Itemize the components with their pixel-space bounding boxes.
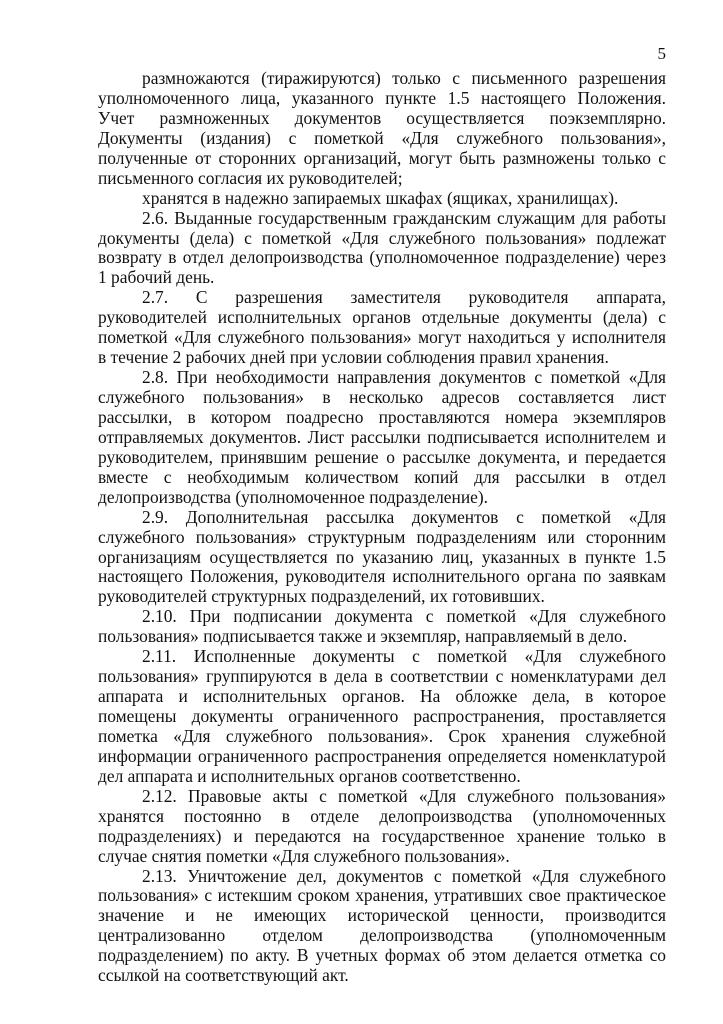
- text-line: руководителей структурных подразделений, их готовивших.: [98, 586, 545, 607]
- text-line: 2.11. Исполненные документы с пометкой «Для служебного: [142, 646, 666, 667]
- text-line: руководителей исполнительных органов отдельные документы (дела) с: [98, 307, 666, 328]
- text-line: 2.13. Уничтожение дел, документов с пометкой «Для служебного: [142, 865, 666, 886]
- text-line: полученные от сторонних организаций, могут быть размножены только с: [98, 147, 666, 168]
- text-line: настоящего Положения, руководителя исполнительного органа по заявкам: [98, 566, 666, 587]
- text-line: служебного пользования» структурным подразделениям или сторонним: [98, 526, 666, 547]
- text-line: возврату в отдел делопроизводства (уполномоченное подразделение) через: [98, 247, 666, 268]
- text-line: помещены документы ограниченного распространения, проставляется: [98, 706, 666, 726]
- text-line: Учет размноженных документов осуществляется поэкземплярно.: [98, 107, 666, 128]
- text-line: дел аппарата и исполнительных органов соответственно.: [98, 765, 521, 786]
- text-line: 2.12. Правовые акты с пометкой «Для служебного пользования»: [142, 785, 666, 806]
- text-line: значение и не имеющих исторической ценности, производится: [98, 905, 666, 926]
- text-line: информации ограниченного распространения определяется номенклатурой: [98, 745, 666, 766]
- text-line: случае снятия пометки «Для служебного пользования».: [98, 845, 510, 866]
- text-line: уполномоченного лица, указанного пункте 1.5 настоящего Положения.: [98, 87, 666, 108]
- text-line: письменного согласия их руководителей;: [98, 167, 403, 188]
- text-line: подразделением) по акту. В учетных формах об этом делается отметка со: [98, 945, 666, 966]
- paragraph: [98, 288, 666, 368]
- text-line: руководителем, принявшим решение о рассылке документа, и передается: [98, 446, 666, 467]
- paragraph: [98, 607, 666, 647]
- text-line: 2.7. С разрешения заместителя руководителя аппарата,: [142, 287, 666, 308]
- paragraph: [98, 69, 666, 189]
- paragraph: [98, 368, 666, 508]
- text-line: хранятся постоянно в отделе делопроизводства (уполномоченных: [98, 805, 666, 826]
- text-line: Документы (издания) с пометкой «Для служебного пользования»,: [98, 127, 666, 148]
- text-line: документы (дела) с пометкой «Для служебного пользования» подлежат: [98, 227, 666, 248]
- text-line: 1 рабочий день.: [98, 267, 215, 288]
- page-number: 5: [657, 44, 666, 63]
- text-line: служебного пользования» в несколько адресов составляется лист: [98, 387, 666, 407]
- text-line: рассылки, в котором поадресно проставляются номера экземпляров: [98, 406, 666, 427]
- text-line: подразделениях) и передаются на государственное хранение только в: [98, 825, 666, 846]
- paragraph: [98, 508, 666, 608]
- text-line: пометка «Для служебного пользования». Срок хранения служебной: [98, 725, 666, 746]
- text-line: 2.8. При необходимости направления документов с пометкой «Для: [142, 367, 666, 388]
- text-line: организациям осуществляется по указанию лиц, указанных в пункте 1.5: [98, 546, 666, 567]
- text-line: размножаются (тиражируются) только с письменного разрешения: [142, 68, 666, 88]
- text-line: 2.9. Дополнительная рассылка документов с пометкой «Для: [142, 506, 666, 527]
- text-line: вместе с необходимым количеством копий для рассылки в отдел: [98, 466, 666, 487]
- text-line: пометкой «Для служебного пользования» могут находиться у исполнителя: [98, 327, 666, 348]
- text-line: пользования» с истекшим сроком хранения, утративших свое практическое: [98, 885, 666, 906]
- text-line: 2.10. При подписании документа с пометкой «Для служебного: [142, 606, 666, 627]
- text-line: аппарата и исполнительных органов. На обложке дела, в которое: [98, 686, 666, 707]
- text-line: пользования» подписывается также и экземпляр, направляемый в дело.: [98, 626, 628, 647]
- text-line: централизованно отделом делопроизводства (уполномоченным: [98, 925, 666, 946]
- text-line: отправляемых документов. Лист рассылки подписывается исполнителем и: [98, 426, 666, 447]
- text-line: пользования» группируются в дела в соответствии с номенклатурами дел: [98, 666, 666, 687]
- text-line: в течение 2 рабочих дней при условии соблюдения правил хранения.: [98, 347, 609, 368]
- text-line: делопроизводства (уполномоченное подразделение).: [98, 486, 488, 507]
- text-line: хранятся в надежно запираемых шкафах (ящиках, хранилищах).: [142, 187, 619, 208]
- paragraph: [98, 867, 666, 987]
- paragraph: [98, 647, 666, 787]
- text-line: ссылкой на соответствующий акт.: [98, 965, 349, 986]
- paragraph: [98, 209, 666, 289]
- paragraph: [98, 787, 666, 867]
- paragraph: [98, 189, 666, 209]
- document-body: [98, 69, 666, 986]
- text-line: 2.6. Выданные государственным гражданским служащим для работы: [142, 207, 666, 228]
